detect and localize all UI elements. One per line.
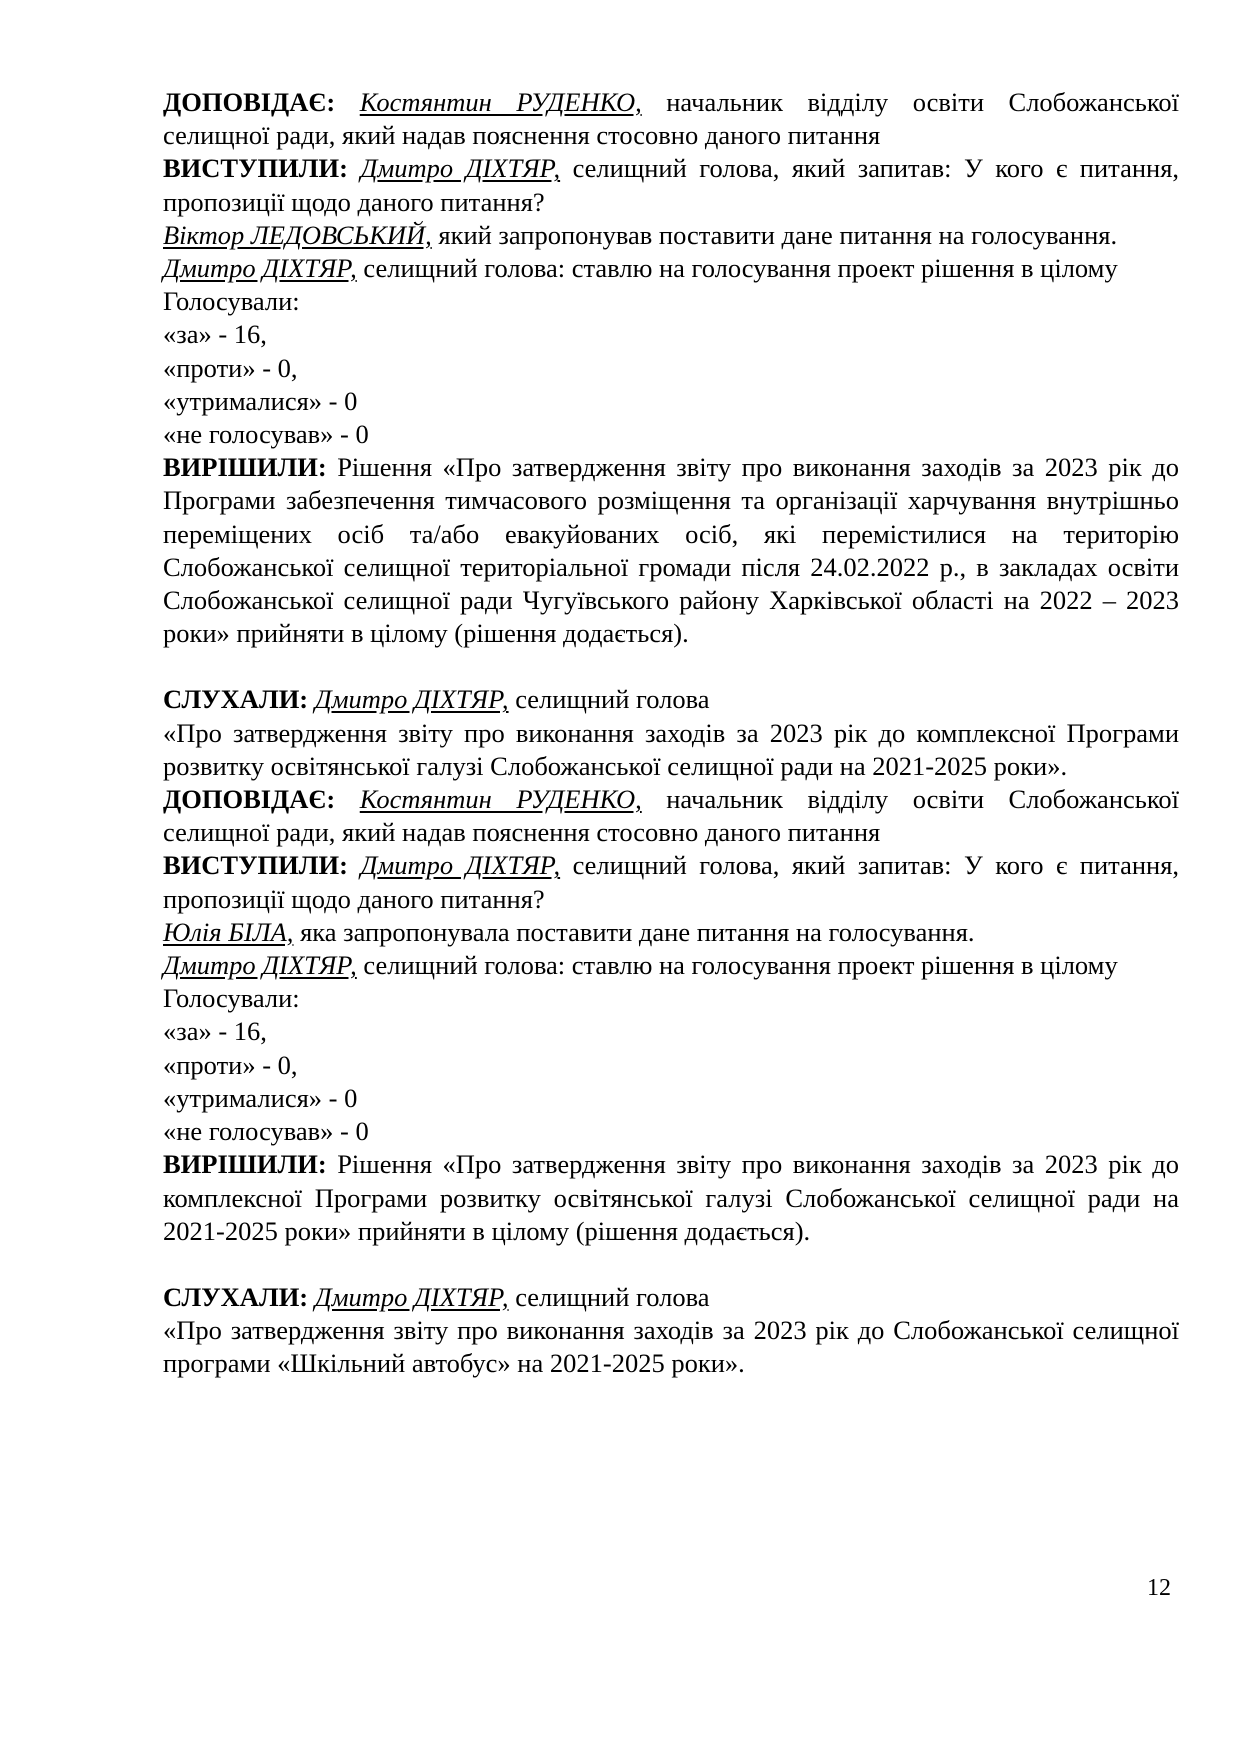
paragraph bbox=[163, 219, 1179, 252]
paragraph bbox=[163, 152, 1179, 218]
paragraph-text: селищний голова: ставлю на голосування проект рішення в цілому bbox=[356, 950, 1118, 981]
paragraph-text: «Про затвердження звіту про виконання заходів за 2023 рік до Слобожанської селищної програми «Шкільний автобус» на 2021-2025 роки». bbox=[163, 1315, 1179, 1379]
speaker-name: Дмитро ДІХТЯР, bbox=[314, 1281, 509, 1312]
page-number: 12 bbox=[1147, 1575, 1171, 1601]
paragraph-gap bbox=[163, 650, 1179, 683]
paragraph-text: «Про затвердження звіту про виконання заходів за 2023 рік до комплексної Програми розвитку освітянської галузі Слобожанської селищної ради на 2021-2025 роки». bbox=[163, 717, 1179, 781]
paragraph bbox=[163, 418, 1179, 451]
paragraph bbox=[163, 285, 1179, 318]
paragraph-text: «утрималися» - 0 bbox=[163, 385, 358, 416]
paragraph bbox=[163, 783, 1179, 849]
paragraph bbox=[163, 252, 1179, 285]
speaker-name: Дмитро ДІХТЯР, bbox=[360, 850, 561, 881]
section-label: СЛУХАЛИ: bbox=[163, 1281, 309, 1312]
speaker-name: Костянтин РУДЕНКО, bbox=[359, 784, 642, 815]
section-label: ВИРІШИЛИ: bbox=[163, 452, 327, 483]
paragraph bbox=[163, 1148, 1179, 1248]
paragraph-text: «за» - 16, bbox=[163, 1016, 267, 1047]
speaker-name: Дмитро ДІХТЯР, bbox=[360, 153, 561, 184]
paragraph bbox=[163, 1115, 1179, 1148]
speaker-name: Костянтин РУДЕНКО, bbox=[359, 87, 642, 117]
paragraph-text: «утрималися» - 0 bbox=[163, 1082, 358, 1113]
paragraph-text: селищний голова, який запитав: У кого є питання, пропозиції щодо даного питання? bbox=[163, 153, 1180, 217]
paragraph-text: начальник відділу освіти Слобожанської селищної ради, який надав пояснення стосовно даного питання bbox=[163, 784, 1179, 848]
paragraph bbox=[163, 1281, 1179, 1314]
section-label: ВИСТУПИЛИ: bbox=[163, 153, 348, 184]
paragraph bbox=[163, 385, 1179, 418]
paragraph-text: «не голосував» - 0 bbox=[163, 1116, 369, 1147]
paragraph bbox=[163, 1082, 1179, 1115]
paragraph-text: «за» - 16, bbox=[163, 319, 267, 350]
paragraph-text: «проти» - 0, bbox=[163, 352, 298, 383]
paragraph bbox=[163, 86, 1179, 152]
section-label: ВИСТУПИЛИ: bbox=[163, 850, 348, 881]
paragraph-text: начальник відділу освіти Слобожанської селищної ради, який надав пояснення стосовно даного питання bbox=[163, 87, 1179, 151]
document-body bbox=[163, 86, 1179, 1381]
speaker-name: Дмитро ДІХТЯР, bbox=[163, 253, 357, 284]
paragraph-text: «проти» - 0, bbox=[163, 1049, 298, 1080]
section-label: ДОПОВІДАЄ: bbox=[163, 87, 336, 117]
paragraph bbox=[163, 451, 1179, 650]
speaker-name: Дмитро ДІХТЯР, bbox=[314, 684, 509, 715]
paragraph bbox=[163, 683, 1179, 716]
paragraph-text: селищний голова: ставлю на голосування проект рішення в цілому bbox=[356, 253, 1118, 284]
paragraph bbox=[163, 1049, 1179, 1082]
section-label: ДОПОВІДАЄ: bbox=[163, 784, 336, 815]
paragraph bbox=[163, 916, 1179, 949]
paragraph bbox=[163, 1015, 1179, 1048]
paragraph-text: селищний голова bbox=[508, 1281, 710, 1312]
paragraph bbox=[163, 717, 1179, 783]
paragraph bbox=[163, 1314, 1179, 1380]
paragraph bbox=[163, 949, 1179, 982]
paragraph-text: Рішення «Про затвердження звіту про виконання заходів за 2023 рік до Програми забезпечення тимчасового розміщення та організації харчування внутрішньо переміщених осіб та/або евакуйованих осіб, які перемістилися на територію Слобожанської селищної територіальної громади після 24.02.2022 р., в закладах освіти Слобожанської селищної ради Чугуївського району Харківської області на 2022 – 2023 роки» прийняти в цілому (рішення додається). bbox=[163, 452, 1179, 649]
speaker-name: Віктор ЛЕДОВСЬКИЙ, bbox=[163, 219, 432, 250]
speaker-name: Юлія БІЛА, bbox=[163, 916, 294, 947]
paragraph bbox=[163, 318, 1179, 351]
paragraph-gap bbox=[163, 1248, 1179, 1281]
section-label: ВИРІШИЛИ: bbox=[163, 1149, 327, 1180]
paragraph-text: Рішення «Про затвердження звіту про виконання заходів за 2023 рік до комплексної Програми розвитку освітянської галузі Слобожанської селищної ради на 2021-2025 роки» прийняти в цілому (рішення додається). bbox=[163, 1149, 1179, 1246]
speaker-name: Дмитро ДІХТЯР, bbox=[163, 950, 357, 981]
paragraph-text: Голосували: bbox=[163, 983, 300, 1014]
paragraph-text: селищний голова, який запитав: У кого є питання, пропозиції щодо даного питання? bbox=[163, 850, 1180, 914]
paragraph bbox=[163, 352, 1179, 385]
paragraph bbox=[163, 982, 1179, 1015]
section-label: СЛУХАЛИ: bbox=[163, 684, 309, 715]
paragraph-text: який запропонував поставити дане питання на голосування. bbox=[431, 219, 1118, 250]
paragraph-text: селищний голова bbox=[508, 684, 710, 715]
paragraph-text: яка запропонувала поставити дане питання на голосування. bbox=[293, 916, 975, 947]
paragraph-text: «не голосував» - 0 bbox=[163, 419, 369, 450]
paragraph bbox=[163, 849, 1179, 915]
paragraph-text: Голосували: bbox=[163, 286, 300, 317]
